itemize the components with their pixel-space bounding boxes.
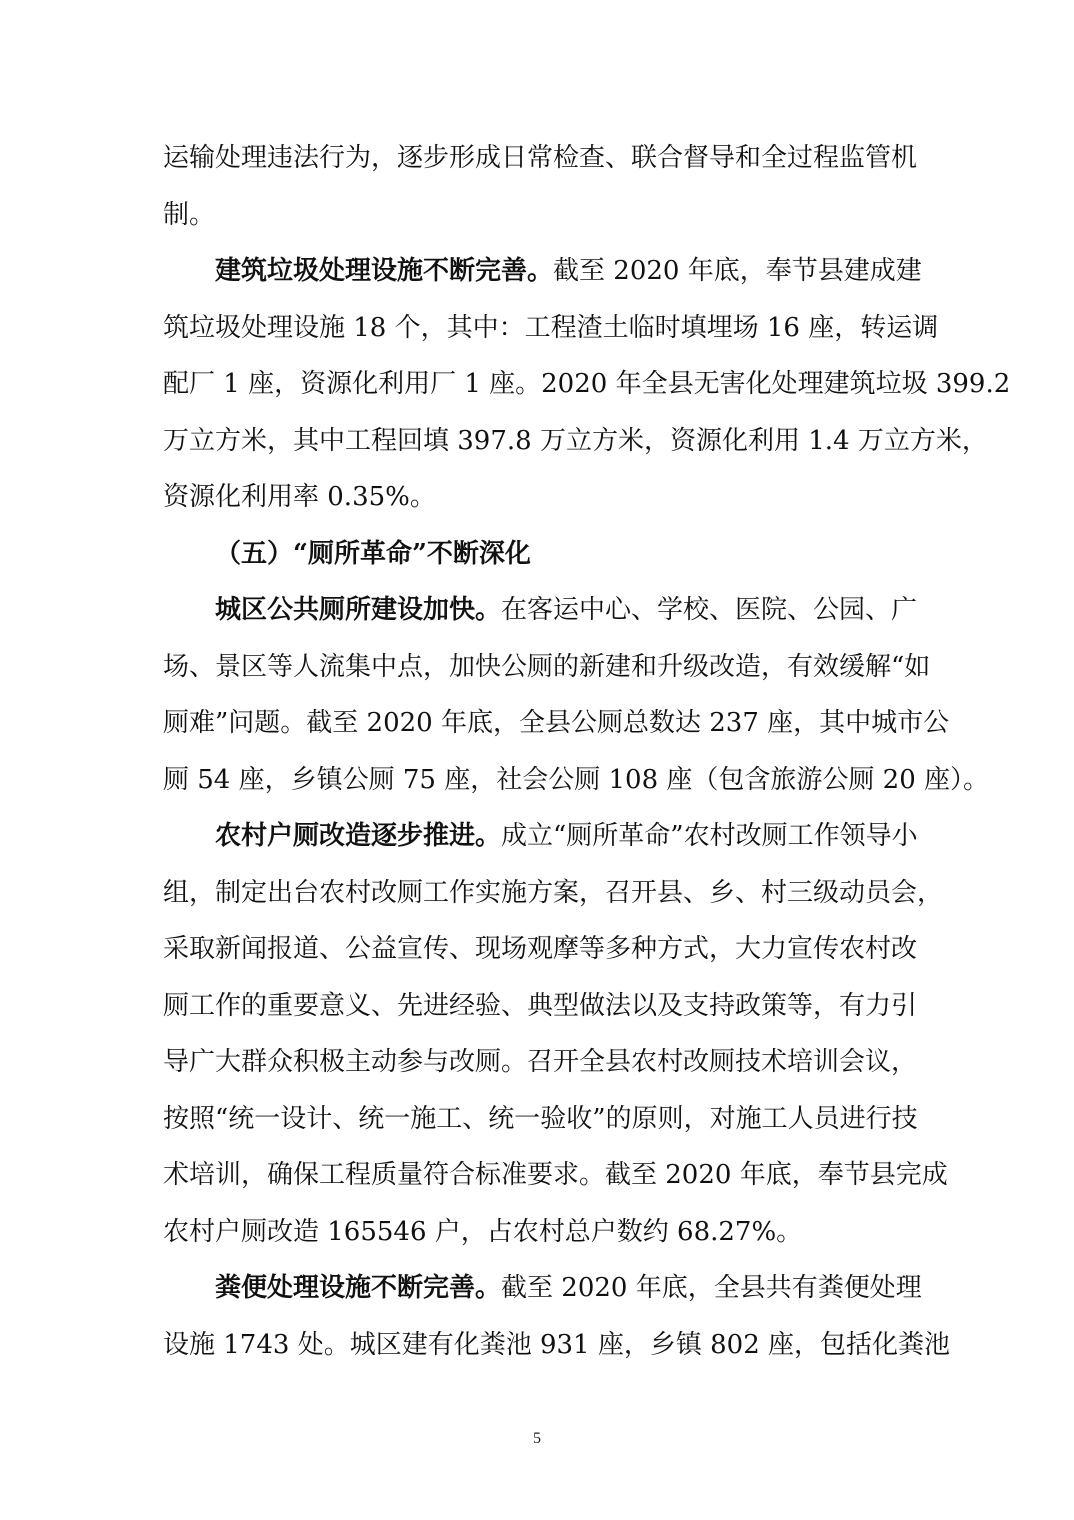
text-line: 筑垃圾处理设施 18 个，其中：工程渣土临时填埋场 16 座，转运调 [163, 312, 939, 343]
section-heading: （五）“厕所革命”不断深化 [215, 538, 531, 569]
paragraph-construction-waste [163, 243, 922, 300]
paragraph-heading: 农村户厕改造逐步推进。 [215, 821, 502, 851]
text-line: 厕 54 座，乡镇公厕 75 座，社会公厕 108 座（包含旅游公厕 20 座）。 [163, 764, 989, 795]
text-line: 制。 [163, 199, 216, 230]
text-line: 厕工作的重要意义、先进经验、典型做法以及支持政策等，有力引 [163, 990, 918, 1021]
paragraph-rural-toilets [163, 808, 918, 865]
text-line: 资源化利用率 0.35%。 [163, 482, 436, 512]
page-number: 5 [533, 1430, 541, 1447]
text-line: 导广大群众积极主动参与改厕。召开全县农村改厕技术培训会议， [163, 1047, 918, 1077]
text-line: 设施 1743 处。城区建有化粪池 931 座，乡镇 802 座，包括化粪池 [163, 1329, 951, 1360]
text-line: 农村户厕改造 165546 户，占农村总户数约 68.27%。 [163, 1216, 803, 1247]
text-line: 厕难”问题。截至 2020 年底，全县公厕总数达 237 座，其中城市公 [163, 708, 950, 738]
body-text [163, 130, 1011, 1373]
text-line: 术培训，确保工程质量符合标准要求。截至 2020 年底，奉节县完成 [163, 1160, 948, 1190]
paragraph-heading: 建筑垃圾处理设施不断完善。 [215, 256, 554, 286]
text-line: 运输处理违法行为，逐步形成日常检查、联合督导和全过程监管机 [163, 143, 918, 173]
text-line: 采取新闻报道、公益宣传、现场观摩等多种方式，大力宣传农村改 [163, 934, 918, 964]
text-span: 截至 2020 年底，奉节县建成建 [553, 256, 922, 286]
text-span: 截至 2020 年底，全县共有粪便处理 [501, 1273, 922, 1303]
text-line: 万立方米，其中工程回填 397.8 万立方米，资源化利用 1.4 万立方米， [163, 425, 988, 456]
paragraph-heading: 粪便处理设施不断完善。 [215, 1273, 502, 1303]
text-span: 在客运中心、学校、医院、公园、广 [501, 595, 918, 625]
text-line: 组，制定出台农村改厕工作实施方案，召开县、乡、村三级动员会， [163, 877, 944, 908]
text-line: 场、景区等人流集中点，加快公厕的新建和升级改造，有效缓解“如 [163, 651, 931, 682]
paragraph-public-toilets [163, 582, 918, 639]
text-span: 成立“厕所革命”农村改厕工作领导小 [501, 821, 918, 851]
paragraph-fecal-treatment [163, 1260, 922, 1317]
text-line: 配厂 1 座，资源化利用厂 1 座。2020 年全县无害化处理建筑垃圾 399.2 [163, 369, 1011, 399]
paragraph-heading: 城区公共厕所建设加快。 [215, 595, 502, 625]
text-line: 按照“统一设计、统一施工、统一验收”的原则，对施工人员进行技 [163, 1103, 918, 1134]
